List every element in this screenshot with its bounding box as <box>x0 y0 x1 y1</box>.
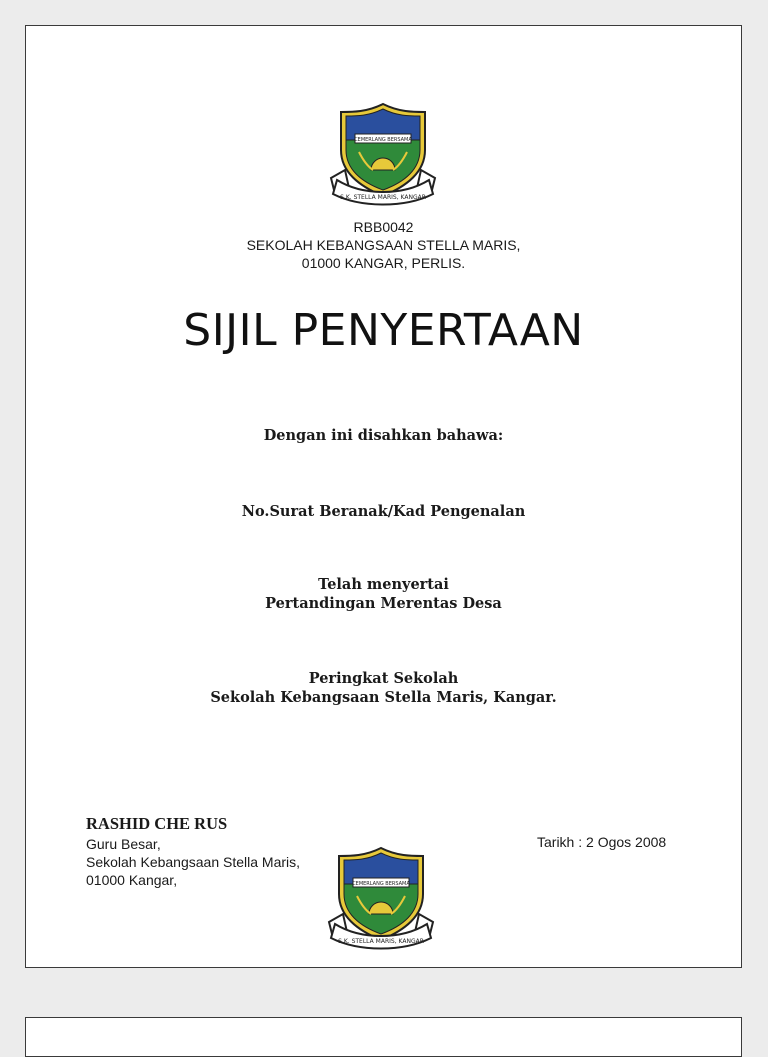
crest-ribbon-text-bottom: S.K. STELLA MARIS, KANGAR <box>338 938 424 945</box>
crest-motto-text: CEMERLANG BERSAMA <box>354 137 412 143</box>
certificate-title: SIJIL PENYERTAAN <box>183 305 584 356</box>
crest-ribbon-text: S.K. STELLA MARIS, KANGAR <box>340 194 426 201</box>
signatory-name: RASHID CHE RUS <box>86 814 228 833</box>
signatory-position: Guru Besar, <box>86 836 161 852</box>
school-crest-bottom <box>321 844 441 954</box>
certificate-page <box>25 25 742 968</box>
school-crest-graphic-bottom <box>321 844 441 954</box>
signatory-address: 01000 Kangar, <box>86 872 178 888</box>
school-heading <box>26 218 741 272</box>
school-name: SEKOLAH KEBANGSAAN STELLA MARIS, <box>246 237 521 253</box>
school-code: RBB0042 <box>353 219 414 235</box>
signatory-block <box>86 814 300 889</box>
school-crest-graphic <box>323 100 443 210</box>
level-text: Peringkat Sekolah <box>308 670 459 687</box>
participated-text: Telah menyertai <box>318 576 449 593</box>
certify-text: Dengan ini disahkan bahawa: <box>263 427 504 444</box>
ic-label: No.Surat Beranak/Kad Pengenalan <box>241 503 526 520</box>
next-page-edge <box>25 1017 742 1057</box>
school-crest-top <box>323 100 443 210</box>
certificate-date: Tarikh : 2 Ogos 2008 <box>537 834 667 850</box>
venue-text: Sekolah Kebangsaan Stella Maris, Kangar. <box>210 689 557 706</box>
school-address: 01000 KANGAR, PERLIS. <box>301 255 466 271</box>
signatory-school: Sekolah Kebangsaan Stella Maris, <box>86 854 301 870</box>
crest-motto-text-bottom: CEMERLANG BERSAMA <box>352 881 410 887</box>
event-name: Pertandingan Merentas Desa <box>265 595 502 612</box>
